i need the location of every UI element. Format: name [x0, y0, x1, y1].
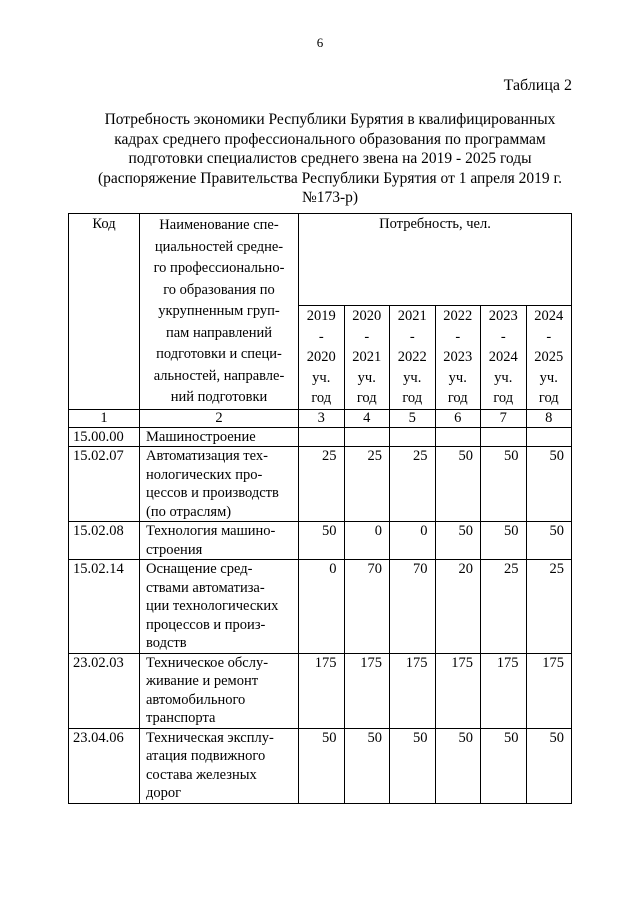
specialty-name-line: Автоматизация тех-: [146, 448, 268, 464]
need-value: 25: [526, 560, 572, 654]
specialty-name-line: дорог: [146, 785, 182, 801]
header-year-cell: [344, 306, 390, 410]
header-year-part: год: [402, 390, 423, 406]
need-value: 50: [526, 728, 572, 803]
specialty-name-line: процессов и произ-: [146, 616, 266, 633]
need-value: 175: [299, 653, 345, 728]
specialty-name-line: цессов и производств: [146, 485, 279, 501]
header-year-part: год: [311, 390, 332, 406]
specialty-name-line: транспорта: [146, 710, 216, 726]
page-number: 6: [316, 35, 324, 50]
specialty-name: [140, 447, 299, 522]
header-year-cell: [299, 306, 345, 410]
specialty-name: [140, 728, 299, 803]
need-value: 25: [299, 447, 345, 522]
header-year-part: 2022: [397, 349, 427, 365]
column-number: 3: [299, 409, 345, 427]
header-name: [140, 214, 299, 410]
header-year-cell: [526, 306, 572, 410]
header-name-line: го профессионально-: [153, 260, 285, 276]
header-year-part: 2020: [352, 308, 382, 324]
header-need: Потребность, чел.: [299, 214, 572, 306]
need-value: 175: [435, 653, 481, 728]
header-year-part: 2022: [443, 308, 473, 324]
need-value: 50: [481, 522, 527, 560]
column-number: 4: [344, 409, 390, 427]
specialty-name-line: нологических про-: [146, 466, 263, 483]
table-label: Таблица 2: [503, 77, 572, 94]
need-value: 50: [526, 522, 572, 560]
specialty-name-line: состава железных: [146, 766, 257, 783]
specialty-name-line: атация подвижного: [146, 748, 266, 764]
header-year-part: год: [538, 390, 559, 406]
need-value: 70: [390, 560, 436, 654]
header-year-part: 2025: [534, 349, 564, 365]
header-year-part: -: [455, 328, 461, 345]
title-line: №173-р): [301, 189, 359, 206]
header-name-line: Наименование спе-: [159, 217, 279, 233]
specialty-name-line: Машиностроение: [146, 428, 256, 445]
specialty-name-line: строения: [146, 541, 203, 558]
title-line: кадрах среднего профессионального образования по программам: [114, 130, 546, 148]
need-value: 0: [390, 522, 436, 560]
column-number: 5: [390, 409, 436, 427]
specialty-code: 23.02.03: [69, 653, 140, 728]
specialty-code: 23.04.06: [69, 728, 140, 803]
specialty-name-line: ции технологических: [146, 598, 279, 614]
header-year-part: уч.: [494, 369, 513, 386]
specialty-name: [140, 427, 299, 447]
specialty-code: 15.00.00: [69, 427, 140, 447]
table-row: [69, 560, 572, 654]
table-row: [69, 653, 572, 728]
specialty-name: [140, 560, 299, 654]
need-value: 25: [390, 447, 436, 522]
specialty-name: [140, 522, 299, 560]
specialty-name-line: (по отраслям): [146, 503, 232, 520]
header-year-part: 2023: [443, 349, 473, 365]
column-number: 7: [481, 409, 527, 427]
specialty-name-line: Техническое обслу-: [146, 654, 269, 671]
table-row: [69, 447, 572, 522]
need-value: 50: [526, 447, 572, 522]
need-value: [344, 427, 390, 447]
header-year-cell: [435, 306, 481, 410]
header-year-part: 2019: [306, 308, 336, 324]
column-number: 1: [69, 409, 140, 427]
header-year-part: уч.: [403, 369, 422, 386]
need-value: [390, 427, 436, 447]
need-value: 25: [481, 560, 527, 654]
header-code: Код: [69, 214, 140, 410]
specialty-name-line: Технология машино-: [146, 523, 276, 539]
need-value: 175: [344, 653, 390, 728]
title-line: (распоряжение Правительства Республики Бурятия от 1 апреля 2019 г.: [97, 169, 563, 187]
header-year-part: год: [493, 390, 514, 406]
need-value: 50: [435, 522, 481, 560]
need-value: 70: [344, 560, 390, 654]
header-year-part: -: [364, 328, 370, 345]
specialty-name: [140, 653, 299, 728]
specialty-code: 15.02.14: [69, 560, 140, 654]
column-number: 8: [526, 409, 572, 427]
need-value: 50: [299, 522, 345, 560]
header-year-part: 2020: [306, 349, 336, 365]
header-name-line: циальностей средне-: [154, 238, 284, 255]
need-value: 50: [481, 728, 527, 803]
need-value: 0: [344, 522, 390, 560]
header-year-cell: [390, 306, 436, 410]
header-year-part: 2023: [488, 308, 518, 324]
header-year-cell: [481, 306, 527, 410]
specialty-name-line: Оснащение сред-: [146, 561, 253, 577]
table-title: [80, 110, 580, 208]
header-year-part: 2021: [397, 308, 427, 324]
table-row: [69, 522, 572, 560]
specialty-name-line: ствами автоматиза-: [146, 579, 265, 596]
title-line: подготовки специалистов среднего звена на 2019 - 2025 годы: [128, 150, 532, 167]
header-year-part: уч.: [539, 369, 558, 386]
table-row: [69, 728, 572, 803]
table-body: [69, 409, 572, 803]
header-year-part: 2021: [352, 349, 382, 365]
need-value: 175: [390, 653, 436, 728]
column-number: 6: [435, 409, 481, 427]
specialty-name-line: Техническая эксплу-: [146, 729, 274, 746]
need-value: 50: [435, 447, 481, 522]
needs-table: [68, 213, 572, 804]
need-value: 0: [299, 560, 345, 654]
specialty-code: 15.02.08: [69, 522, 140, 560]
need-value: 50: [481, 447, 527, 522]
header-year-part: 2024: [488, 349, 518, 365]
need-value: 50: [390, 728, 436, 803]
header-name-line: пам направлений: [165, 324, 273, 341]
specialty-name-line: водств: [146, 635, 187, 651]
need-value: [299, 427, 345, 447]
need-value: 20: [435, 560, 481, 654]
header-year-part: -: [546, 328, 552, 345]
header-name-line: укрупненным груп-: [158, 303, 280, 319]
specialty-code: 15.02.07: [69, 447, 140, 522]
need-value: 175: [481, 653, 527, 728]
need-value: 25: [344, 447, 390, 522]
column-number: 2: [140, 409, 299, 427]
specialty-name-line: живание и ремонт: [146, 673, 259, 689]
header-year-part: уч.: [312, 369, 331, 386]
header-name-line: го образования по: [163, 281, 275, 298]
header-name-line: ний подготовки: [170, 389, 268, 405]
header-name-line: подготовки и специ-: [156, 346, 282, 362]
specialty-name-line: автомобильного: [146, 691, 246, 708]
header-year-part: -: [318, 328, 324, 345]
need-value: 50: [299, 728, 345, 803]
need-value: [526, 427, 572, 447]
header-year-part: -: [409, 328, 415, 345]
header-year-part: уч.: [357, 369, 376, 386]
table-row: [69, 427, 572, 447]
column-numbers-row: [69, 409, 572, 427]
header-year-part: год: [356, 390, 377, 406]
header-year-part: -: [500, 328, 506, 345]
header-name-line: альностей, направле-: [153, 367, 285, 384]
need-value: [435, 427, 481, 447]
need-value: 50: [435, 728, 481, 803]
need-value: 50: [344, 728, 390, 803]
title-line: Потребность экономики Республики Бурятия в квалифицированных: [104, 111, 556, 128]
header-year-part: уч.: [448, 369, 467, 386]
header-year-part: год: [447, 390, 468, 406]
header-year-part: 2024: [534, 308, 564, 324]
need-value: [481, 427, 527, 447]
need-value: 175: [526, 653, 572, 728]
